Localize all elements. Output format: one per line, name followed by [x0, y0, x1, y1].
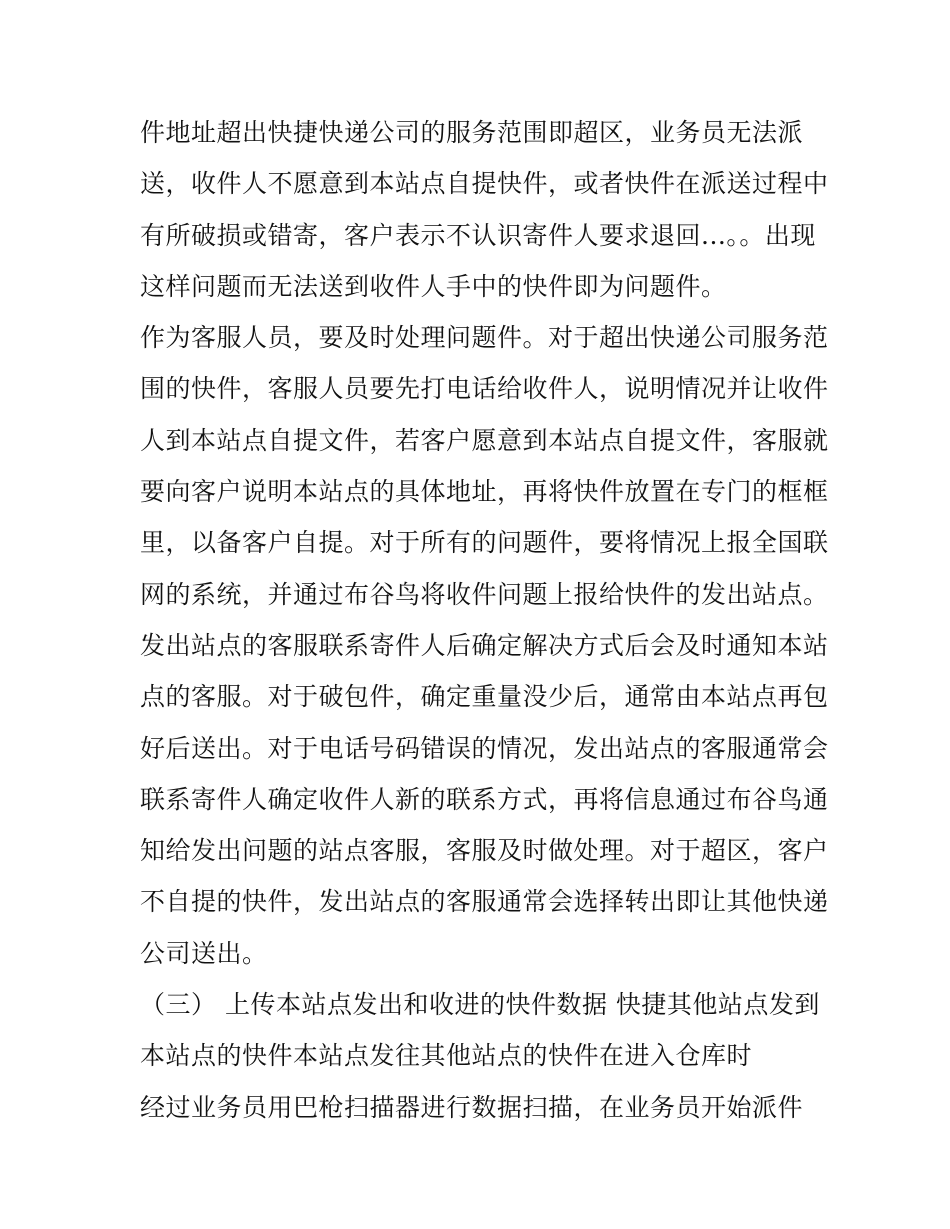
document-body	[140, 107, 830, 1133]
text-line: 送，收件人不愿意到本站点自提快件，或者快件在派送过程中	[140, 169, 829, 199]
text-line: 好后送出。对于电话号码错误的情况，发出站点的客服通常会	[140, 733, 829, 763]
text-line: 这样问题而无法送到收件人手中的快件即为问题件。	[140, 271, 727, 301]
text-line: 发出站点的客服联系寄件人后确定解决方式后会及时通知本站	[140, 630, 829, 660]
text-line: 人到本站点自提文件，若客户愿意到本站点自提文件，客服就	[140, 425, 829, 455]
text-line: 作为客服人员，要及时处理问题件。对于超出快递公司服务范	[140, 323, 829, 353]
text-line: 知给发出问题的站点客服，客服及时做处理。对于超区，客户	[140, 836, 829, 866]
text-line: 点的客服。对于破包件，确定重量没少后，通常由本站点再包	[140, 682, 829, 712]
text-line: 公司送出。	[140, 938, 268, 968]
section-heading-line: （三） 上传本站点发出和收进的快件数据 快捷其他站点发到	[140, 990, 820, 1020]
text-line: 里，以备客户自提。对于所有的问题件，要将情况上报全国联	[140, 528, 829, 558]
text-line: 围的快件，客服人员要先打电话给收件人，说明情况并让收件	[140, 374, 829, 404]
text-line: 联系寄件人确定收件人新的联系方式，再将信息通过布谷鸟通	[140, 784, 829, 814]
text-line: 要向客户说明本站点的具体地址，再将快件放置在专门的框框	[140, 477, 829, 507]
text-line: 有所破损或错寄，客户表示不认识寄件人要求退回...。。出现	[140, 220, 816, 250]
text-line: 本站点的快件本站点发往其他站点的快件在进入仓库时	[140, 1041, 753, 1071]
text-line: 不自提的快件，发出站点的客服通常会选择转出即让其他快递	[140, 887, 829, 917]
text-line: 经过业务员用巴枪扫描器进行数据扫描，在业务员开始派件	[140, 1092, 804, 1122]
text-line: 网的系统，并通过布谷鸟将收件问题上报给快件的发出站点。	[140, 579, 829, 609]
text-line: 件地址超出快捷快递公司的服务范围即超区，业务员无法派	[140, 118, 804, 147]
